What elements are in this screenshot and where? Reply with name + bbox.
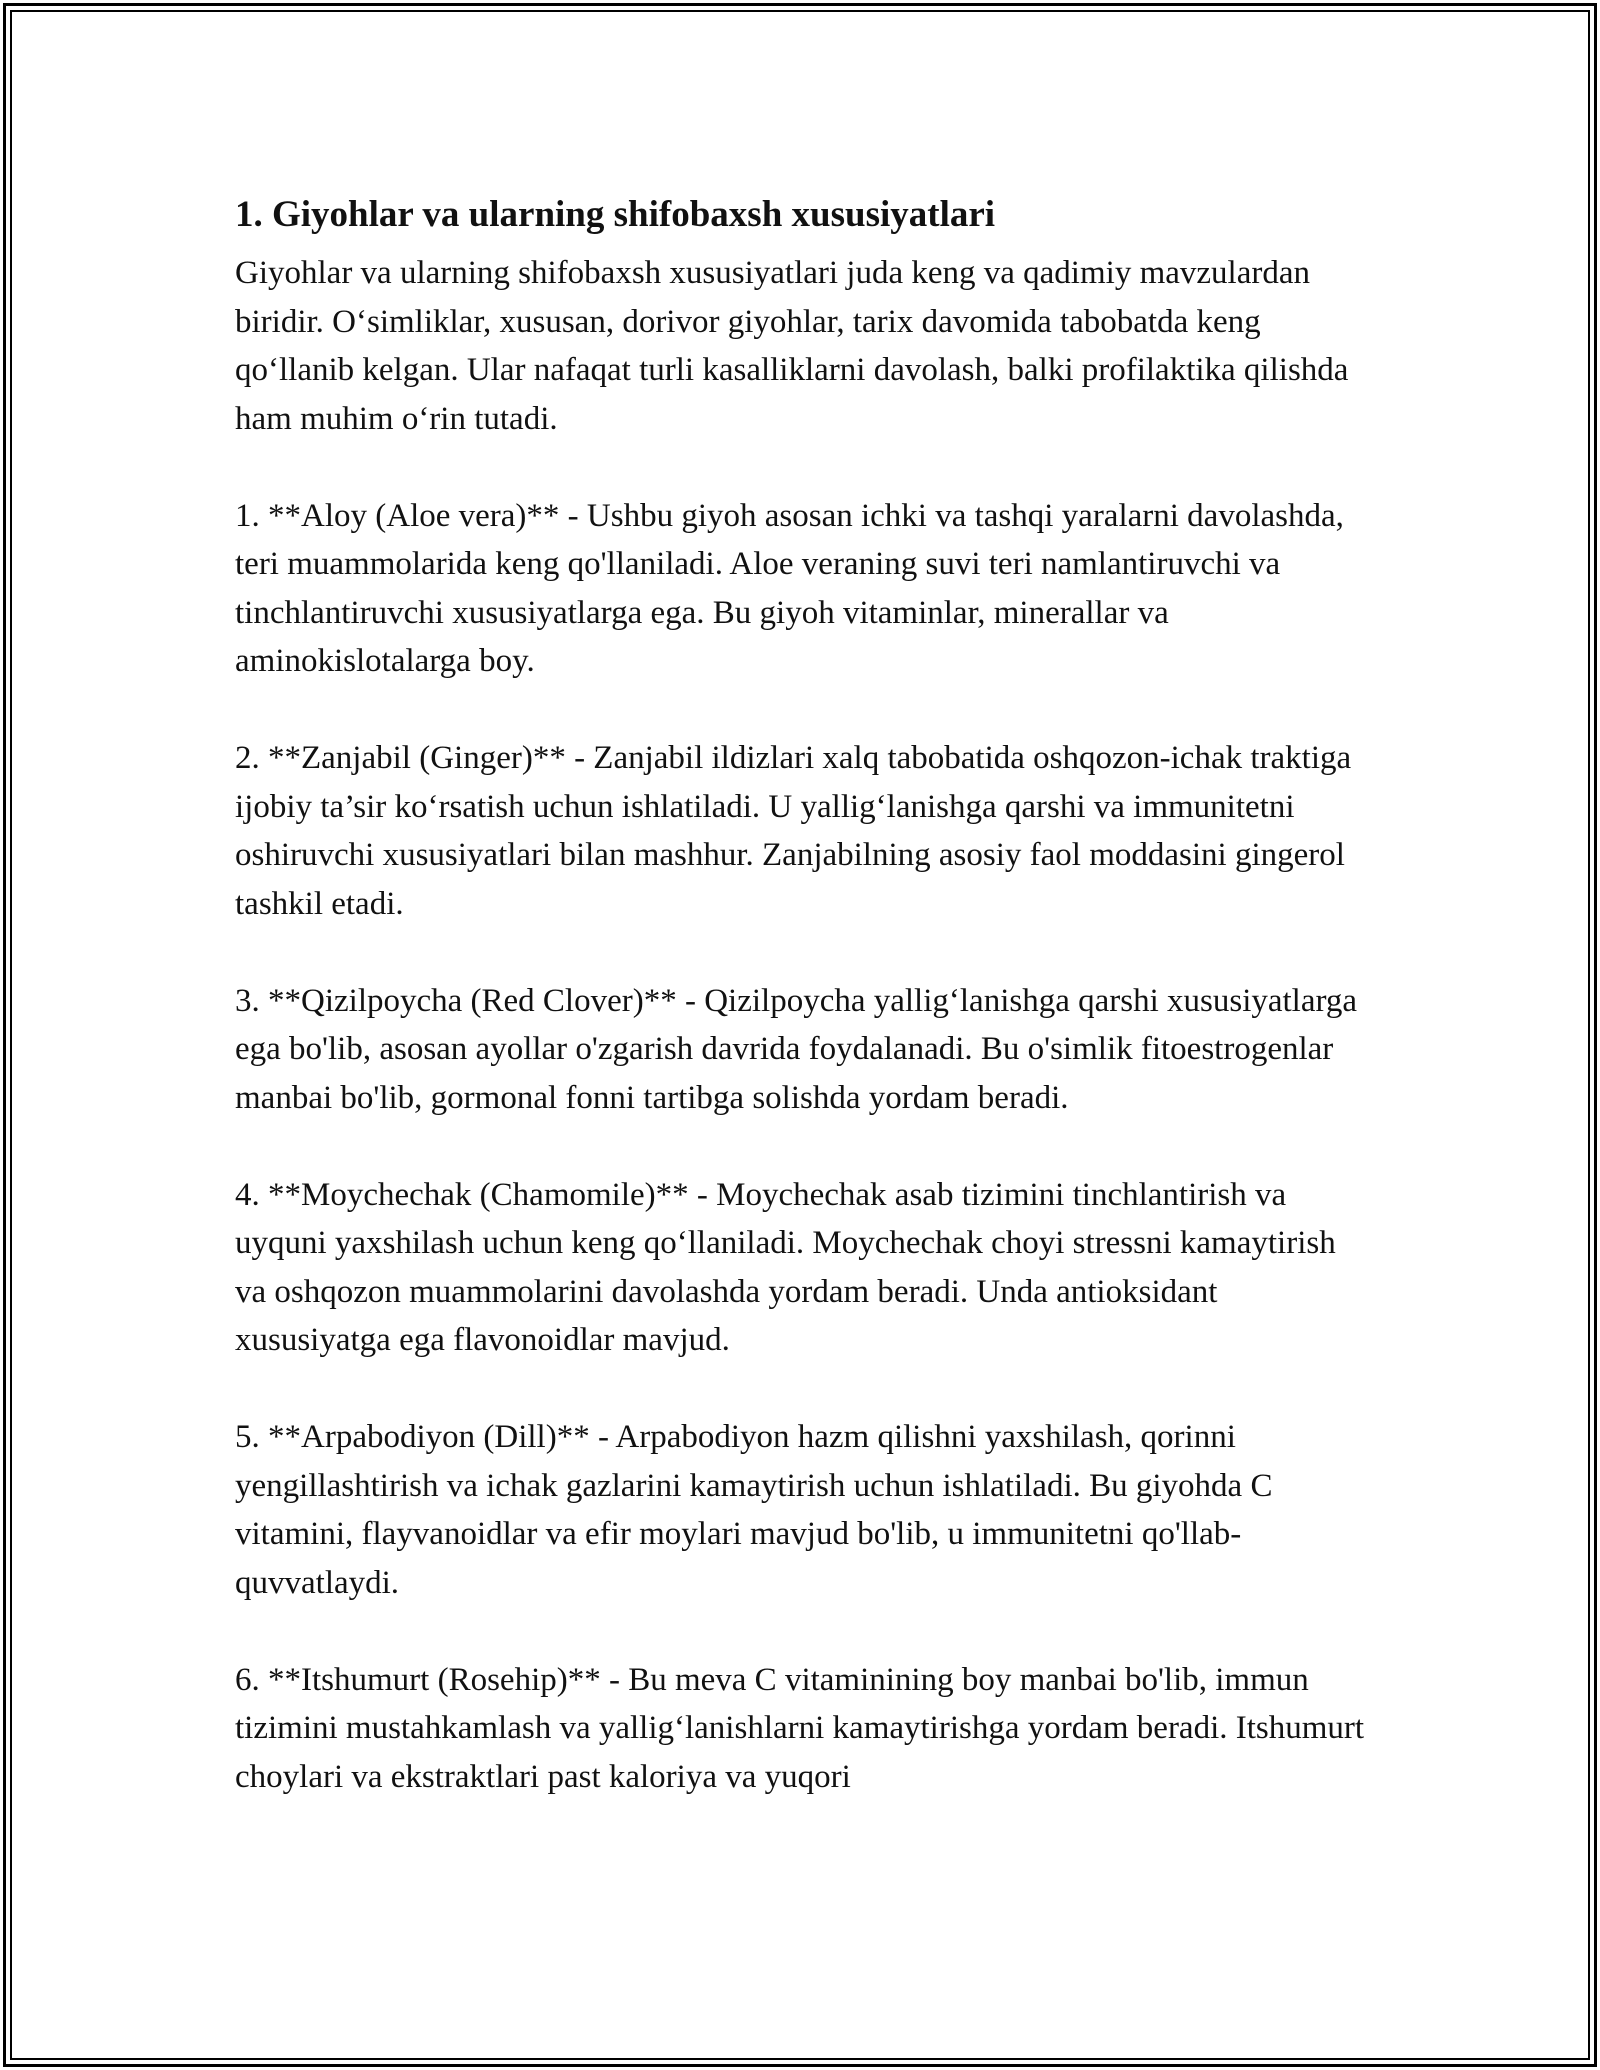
herb-item-chamomile: 4. **Moychechak (Chamomile)** - Moychechak asab tizimini tinchlantirish va uyquni yaxshilash uchun keng qo‘llaniladi. Moychechak choyi stressni kamaytirish va oshqozon muammolarini davolashda yordam beradi. Unda antioksidant xususiyatga ega flavonoidlar mavjud. (235, 1176, 1336, 1358)
section-heading: 1. Giyohlar va ularning shifobaxsh xususiyatlari (235, 194, 996, 235)
herb-item-ginger: 2. **Zanjabil (Ginger)** - Zanjabil ildizlari xalq tabobatida oshqozon-ichak traktiga ijobiy ta’sir ko‘rsatish uchun ishlatiladi. U yallig‘lanishga qarshi va immunitetni oshiruvchi xususiyatlari bilan mashhur. Zanjabilning asosiy faol moddasini gingerol tashkil etadi. (235, 740, 1352, 922)
herb-item-red-clover: 3. **Qizilpoycha (Red Clover)** - Qizilpoycha yallig‘lanishga qarshi xususiyatlarga ega bo'lib, asosan ayollar o'zgarish davrida foydalanadi. Bu o'simlik fitoestrogenlar manbai bo'lib, gormonal fonni tartibga solishda yordam beradi. (235, 982, 1358, 1116)
herb-item-rosehip: 6. **Itshumurt (Rosehip)** - Bu meva C vitaminining boy manbai bo'lib, immun tizimini mustahkamlash va yallig‘lanishlarni kamaytirishga yordam beradi. Itshumurt choylari va ekstraktlari past kaloriya va yuqori (235, 1661, 1365, 1795)
intro-paragraph: Giyohlar va ularning shifobaxsh xususiyatlari juda keng va qadimiy mavzulardan biridir. O‘simliklar, xususan, dorivor giyohlar, tarix davomida tabobatda keng qo‘llanib kelgan. Ular nafaqat turli kasalliklarni davolash, balki profilaktika qilishda ham muhim o‘rin tutadi. (235, 255, 1349, 437)
herb-item-dill: 5. **Arpabodiyon (Dill)** - Arpabodiyon hazm qilishni yaxshilash, qorinni yengillashtirish va ichak gazlarini kamaytirish uchun ishlatiladi. Bu giyohda C vitamini, flayvanoidlar va efir moylari mavjud bo'lib, u immunitetni qo'llab-quvvatlaydi. (235, 1419, 1273, 1601)
herb-item-aloe: 1. **Aloy (Aloe vera)** - Ushbu giyoh asosan ichki va tashqi yaralarni davolashda, teri muammolarida keng qo'llaniladi. Aloe veraning suvi teri namlantiruvchi va tinchlantiruvchi xususiyatlarga ega. Bu giyoh vitaminlar, minerallar va aminokislotalarga boy. (235, 497, 1344, 679)
document-body (235, 183, 1375, 1850)
